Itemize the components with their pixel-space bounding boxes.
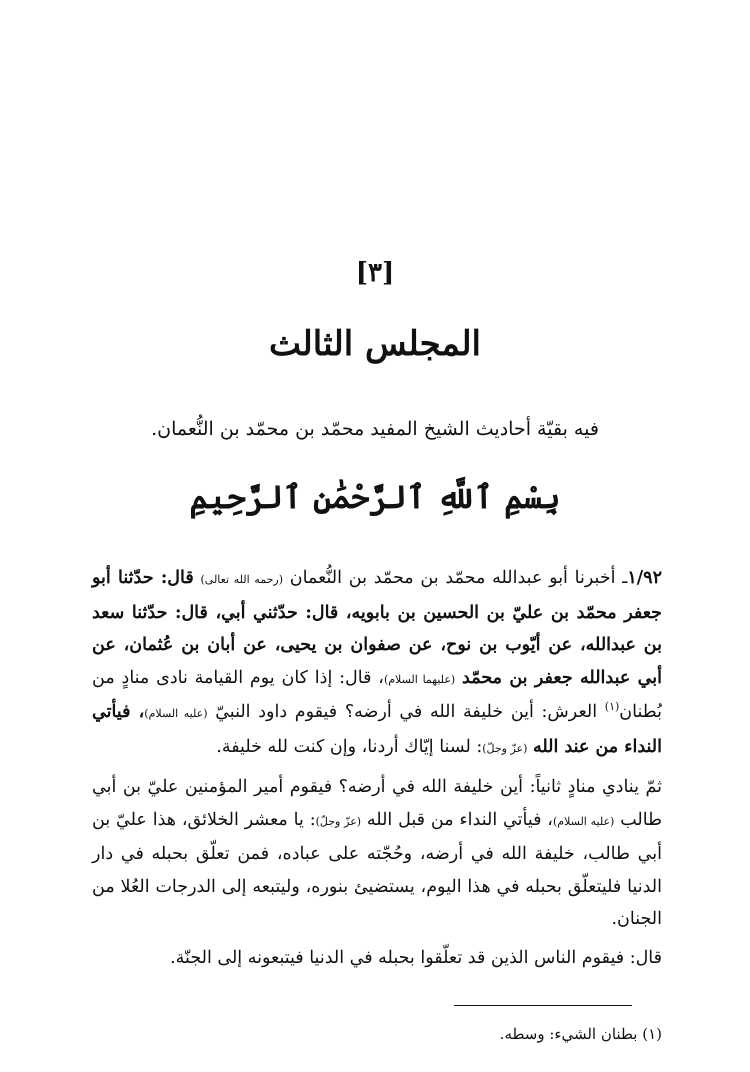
- body-text: [92, 562, 662, 974]
- honorific-alayhi-1: (عليه السلام): [144, 707, 208, 720]
- hadith-text-2: قال: حدّثنا أبو جعفر محمّد بن عليّ بن الحسين بن بابويه، قال: حدّثني أبي، قال: حدّثنا سعد بن عبدالله، عن أيّوب بن نوح، عن صفوان بن يحيى، عن أبان بن عُثمان، عن أبي عبدالله جعفر بن محمّد: [92, 568, 662, 688]
- honorific-azza-1: (عزّ وجلّ): [482, 741, 528, 755]
- honorific-azza-2: (عزّ وجلّ): [315, 814, 362, 828]
- hadith-paragraph: [92, 562, 662, 765]
- hadith-number: ١/٩٢: [627, 568, 662, 588]
- paragraph-2: [92, 771, 662, 936]
- footnote: (١) بطنان الشيء: وسطه.: [499, 1025, 662, 1043]
- section-title: المجلس الثالث: [268, 324, 482, 364]
- paragraph-2-text-1: ثمّ ينادي منادٍ ثانياً: أين خليفة الله في أرضه؟ فيقوم أمير المؤمنين عليّ بن أبي طالب: [92, 777, 662, 830]
- footnote-marker: (١): [604, 700, 620, 714]
- hadith-text-5: ، فيأتي النداء من عند الله: [92, 702, 662, 757]
- honorific-alayhi-2: (عليه السلام): [552, 814, 615, 828]
- honorific-rahimahu: (رحمه الله تعالى): [200, 573, 284, 586]
- section-subtitle: فيه بقيّة أحاديث الشيخ المفيد محمّد بن محمّد بن النُّعمان.: [151, 418, 599, 440]
- hadith-text-1: ـ أخبرنا أبو عبدالله محمّد بن محمّد بن النُّعمان: [289, 568, 628, 588]
- hadith-text-6: : لسنا إيّاك أردنا، وإن كنت لله خليفة.: [216, 736, 483, 757]
- basmala: بِسْمِ ٱللَّهِ ٱلرَّحْمَٰنِ ٱلرَّحِيمِ: [189, 478, 561, 516]
- paragraph-2-text-3: : يا معشر الخلائق، هذا عليّ بن أبي طالب، خليفة الله في أرضه، وحُجّته على عباده، فمن تعلّق بحبله في دار الدنيا فليتعلّق بحبله في هذا اليوم، يستضيئ بنوره، وليتبعه إلى الدرجات العُلا من الجنان.: [92, 809, 662, 929]
- hadith-text-4: العرش: أين خليفة الله في أرضه؟ فيقوم داود النبيّ: [215, 702, 598, 722]
- hadith-text-3: ، قال: إذا كان يوم القيامة نادى منادٍ من بُطنان: [92, 667, 662, 722]
- paragraph-3: قال: فيقوم الناس الذين قد تعلّقوا بحبله في الدنيا فيتبعونه إلى الجنّة.: [170, 947, 662, 968]
- paragraph-2-text-2: ، فيأتي النداء من قبل الله: [366, 809, 553, 830]
- section-number: [٣]: [355, 258, 395, 288]
- footnote-divider: [454, 1005, 632, 1006]
- honorific-alayhima: (عليهما السلام): [383, 672, 456, 686]
